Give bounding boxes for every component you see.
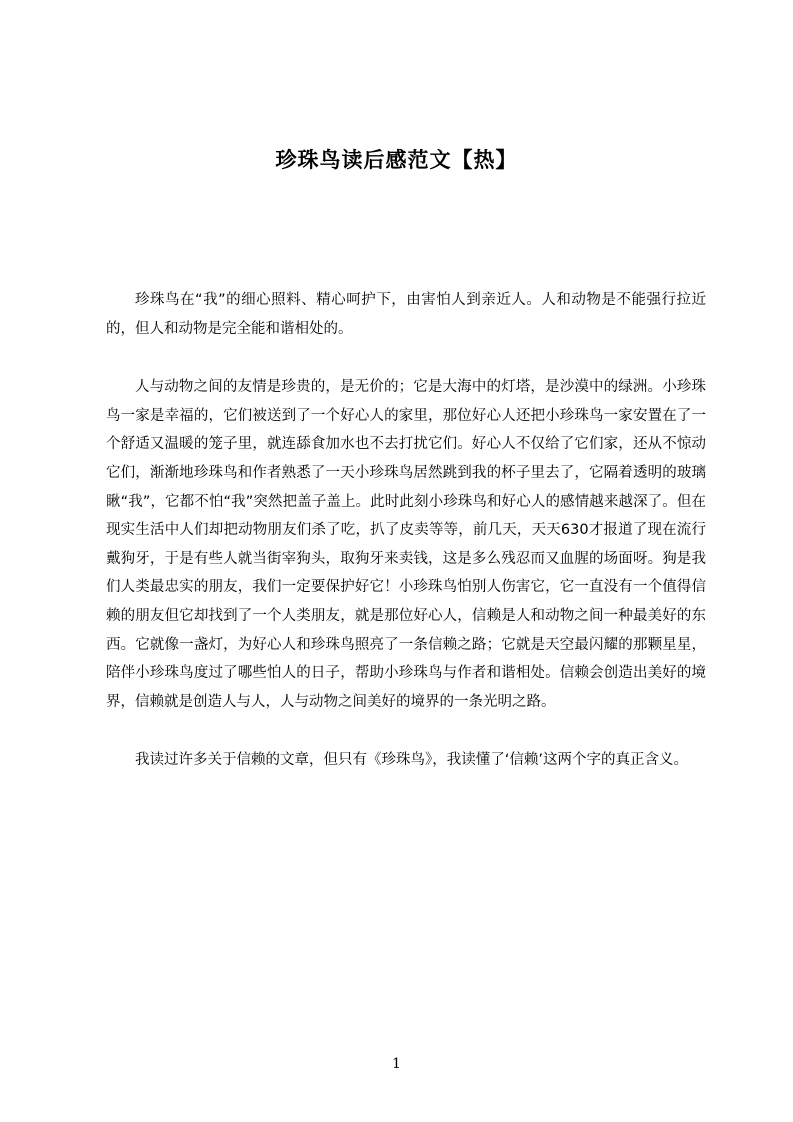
page-number: 1 bbox=[392, 1056, 401, 1072]
paragraph-spacer bbox=[106, 716, 706, 746]
paragraph-spacer bbox=[106, 343, 706, 373]
paragraph-1: 珍珠鸟在“我”的细心照料、精心呵护下，由害怕人到亲近人。人和动物是不能强行拉近的，但人和动物是完全能和谐相处的。 bbox=[106, 292, 706, 337]
paragraph-3: 我读过许多关于信赖的文章，但只有《珍珠鸟》，我读懂了‘信赖’这两个字的真正含义。 bbox=[135, 752, 688, 769]
document-title: 珍珠鸟读后感范文【热】 bbox=[275, 148, 518, 172]
paragraph-2: 人与动物之间的友情是珍贵的，是无价的；它是大海中的灯塔，是沙漠中的绿洲。小珍珠鸟一家是幸福的，它们被送到了一个好心人的家里，那位好心人还把小珍珠鸟一家安置在了一个舒适又温暖的笼子里，就连舔食加水也不去打扰它们。好心人不仅给了它们家，还从不惊动它们，渐渐地珍珠鸟和作者熟悉了一天小珍珠鸟居然跳到我的杯子里去了，它隔着透明的玻璃瞅“我”，它都不怕“我”突然把盖子盖上。此时此刻小珍珠鸟和好心人的感情越来越深了。但在现实生活中人们却把动物朋友们杀了吃，扒了皮卖等等，前几天，天天630才报道了现在流行戴狗牙，于是有些人就当街宰狗头，取狗牙来卖钱，这是多么残忍而又血腥的场面呀。狗是我们人类最忠实的朋友，我们一定要保护好它！小珍珠鸟怕别人伤害它，它一直没有一个值得信赖的朋友但它却找到了一个人类朋友，就是那位好心人，信赖是人和动物之间一种最美好的东西。它就像一盏灯，为好心人和珍珠鸟照亮了一条信赖之路；它就是天空最闪耀的那颗星星，陪伴小珍珠鸟度过了哪些怕人的日子，帮助小珍珠鸟与作者和谐相处。信赖会创造出美好的境界，信赖就是创造人与人，人与动物之间美好的境界的一条光明之路。 bbox=[106, 379, 706, 710]
document-body bbox=[106, 286, 706, 775]
